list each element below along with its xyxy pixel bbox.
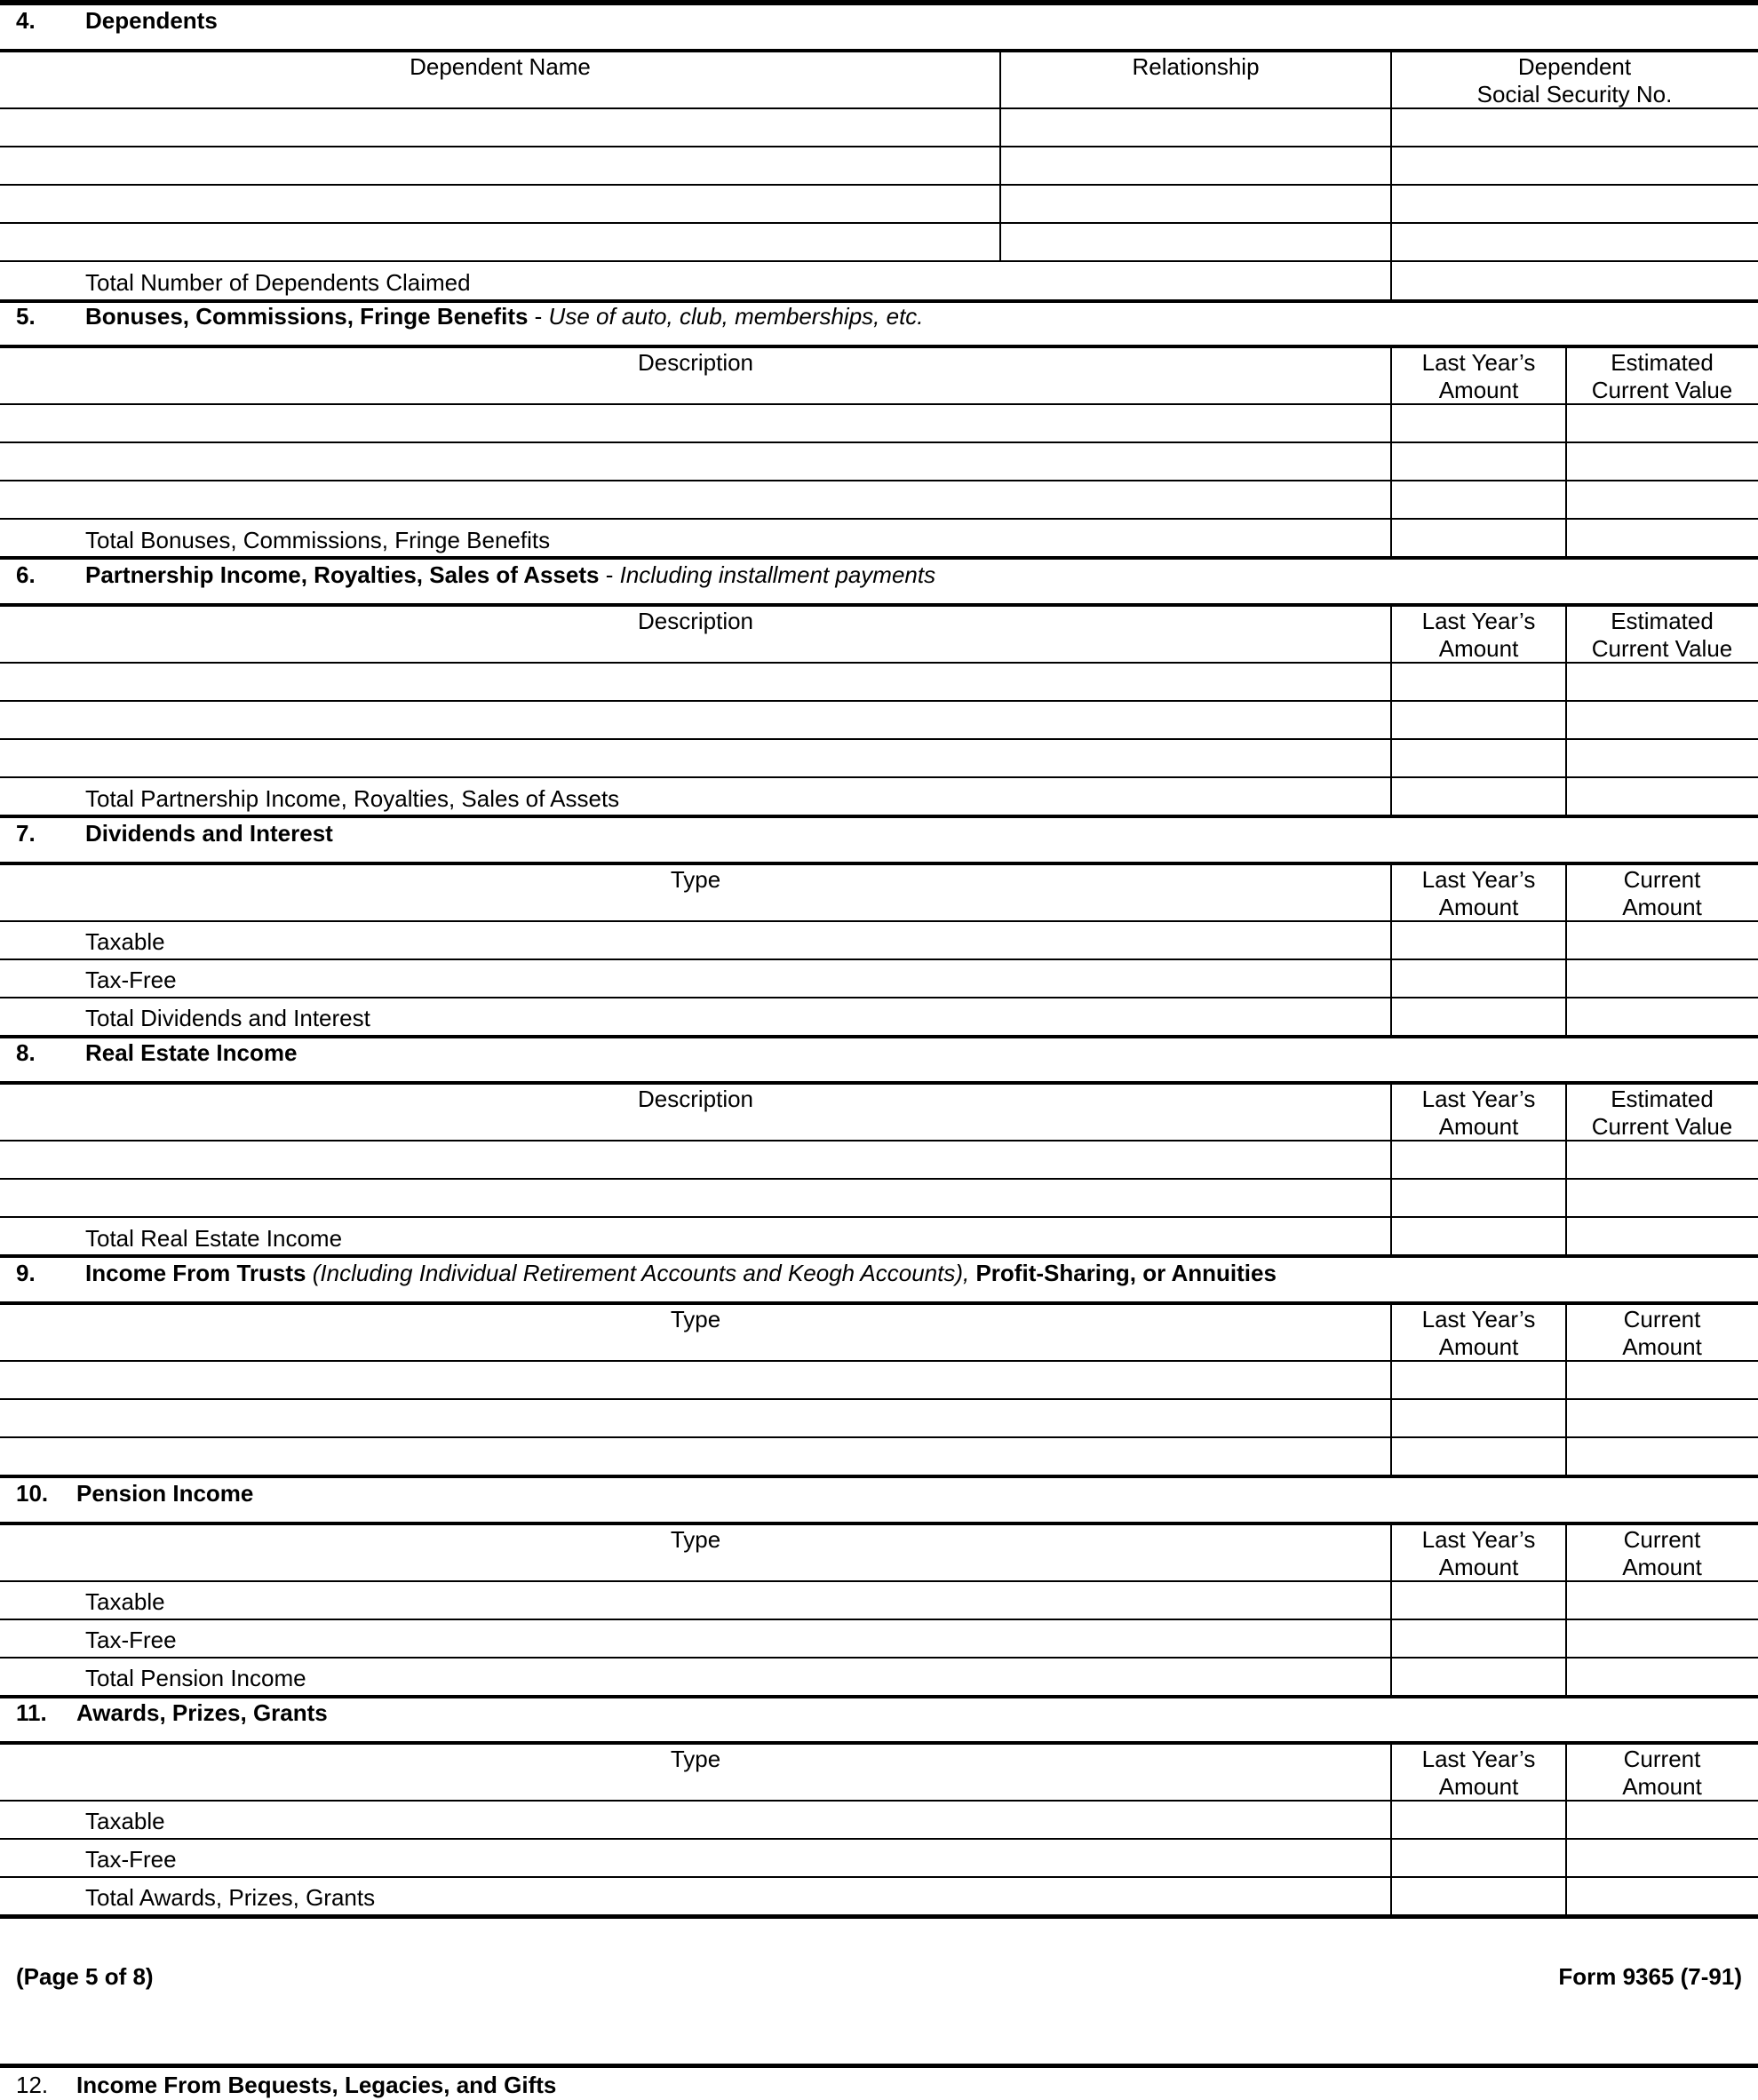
column-divider [1565,1083,1567,1254]
rule [0,345,1758,348]
total-label: Total Awards, Prizes, Grants [85,1884,376,1911]
row-label-taxable: Taxable [85,928,165,955]
column-divider [1565,1523,1567,1695]
rule [0,1695,1758,1698]
column-header-dependent-name: Dependent Name [410,53,591,80]
row-label-taxable: Taxable [85,1808,165,1834]
form-number: Form 9365 (7-91) [1558,1963,1742,1990]
column-header-type: Type [670,866,721,893]
column-header-relationship: Relationship [1132,53,1260,80]
rule [0,920,1758,922]
section-number: 5. [16,303,36,330]
rule [0,959,1758,960]
column-header-last-year: Amount [1438,377,1519,403]
column-header-type: Type [670,1306,721,1332]
column-header-current: Current [1623,1526,1701,1553]
column-divider [1390,863,1392,1035]
rule [0,700,1758,702]
column-header-last-year: Last Year’s [1421,1526,1536,1553]
section-number: 12. [16,2072,49,2098]
rule [0,1876,1758,1878]
rule [0,738,1758,740]
section-number: 10. [16,1480,49,1507]
section-number: 7. [16,820,36,847]
row-label-tax-free: Tax-Free [85,1846,177,1873]
section-number: 6. [16,561,36,588]
section-title: Income From Bequests, Legacies, and Gifts [76,2072,557,2098]
section-title: Awards, Prizes, Grants [76,1699,328,1726]
rule [0,441,1758,443]
section-title: Real Estate Income [85,1039,298,1066]
column-divider [1565,863,1567,1035]
rule [0,403,1758,405]
column-divider [1390,1083,1392,1254]
rule [0,1360,1758,1362]
rule [0,1522,1758,1525]
column-header-description: Description [637,349,754,376]
rule [0,1436,1758,1438]
rule [0,815,1758,818]
rule [0,1398,1758,1400]
column-header-current: Amount [1622,894,1702,920]
rule [0,662,1758,664]
rule [0,862,1758,865]
total-label: Total Dividends and Interest [85,1005,370,1031]
section-title: Dependents [85,7,218,34]
column-header-current: Current [1623,1746,1701,1772]
column-header-current: Current Value [1591,377,1733,403]
column-header-ssn: Social Security No. [1476,81,1673,107]
section-number: 8. [16,1039,36,1066]
column-header-description: Description [637,608,754,634]
rule [0,49,1758,52]
column-header-type: Type [670,1746,721,1772]
column-divider [1565,1743,1567,1915]
column-divider [1390,1303,1392,1475]
total-label: Total Real Estate Income [85,1225,343,1252]
column-divider [1565,346,1567,556]
rule [0,2064,1758,2068]
rule [0,1741,1758,1745]
column-header-current: Current Value [1591,1113,1733,1140]
column-header-last-year: Amount [1438,1554,1519,1580]
column-header-current: Estimated [1611,1086,1714,1112]
section-number: 9. [16,1260,36,1286]
column-header-current: Current [1623,866,1701,893]
row-label-tax-free: Tax-Free [85,966,177,993]
rule [0,107,1758,109]
section-title: Pension Income [76,1480,254,1507]
rule [0,556,1758,560]
column-divider [1390,605,1392,815]
total-label: Total Partnership Income, Royalties, Sales of Assets [85,785,620,812]
rule [0,1800,1758,1802]
rule [0,603,1758,607]
column-header-last-year: Last Year’s [1421,1746,1536,1772]
section-title: Income From Trusts (Including Individual Retirement Accounts and Keogh Accounts), Profit-Sharing, or Annuities [85,1260,1277,1286]
column-divider [1565,1303,1567,1475]
rule [0,1035,1758,1038]
rule [0,1140,1758,1141]
rule [0,1619,1758,1620]
column-header-last-year: Last Year’s [1421,608,1536,634]
column-header-last-year: Last Year’s [1421,349,1536,376]
column-header-last-year: Last Year’s [1421,866,1536,893]
column-header-last-year: Last Year’s [1421,1306,1536,1332]
rule [0,518,1758,520]
column-header-current: Amount [1622,1333,1702,1360]
rule [0,222,1758,224]
row-label-tax-free: Tax-Free [85,1627,177,1653]
rule [0,1081,1758,1085]
rule [0,1301,1758,1305]
column-header-current: Current [1623,1306,1701,1332]
top-rule [0,0,1758,5]
column-header-current: Amount [1622,1773,1702,1800]
column-divider [1390,1523,1392,1695]
rule [0,1475,1758,1478]
rule [0,1580,1758,1582]
section-number: 11. [16,1699,47,1726]
column-header-current: Estimated [1611,349,1714,376]
total-dependents-field[interactable] [1392,262,1758,299]
total-label: Total Bonuses, Commissions, Fringe Benefits [85,527,551,553]
column-divider [1390,1743,1392,1915]
total-label: Total Number of Dependents Claimed [85,269,471,296]
column-divider [1390,346,1392,556]
total-label: Total Pension Income [85,1665,306,1691]
rule [0,1178,1758,1180]
column-header-last-year: Amount [1438,1773,1519,1800]
column-divider [999,51,1001,262]
section-title: Partnership Income, Royalties, Sales of Assets - Including installment payments [85,561,936,588]
column-header-current: Current Value [1591,635,1733,662]
column-header-current: Amount [1622,1554,1702,1580]
column-header-type: Type [670,1526,721,1553]
rule [0,480,1758,481]
rule [0,776,1758,778]
column-header-ssn: Dependent [1517,53,1632,80]
column-header-description: Description [637,1086,754,1112]
page-number: (Page 5 of 8) [16,1963,154,1990]
rule [0,146,1758,147]
rule [0,997,1758,998]
rule [0,184,1758,186]
column-header-last-year: Amount [1438,1333,1519,1360]
column-header-last-year: Amount [1438,894,1519,920]
rule [0,1254,1758,1258]
section-title: Bonuses, Commissions, Fringe Benefits - Use of auto, club, memberships, etc. [85,303,924,330]
column-header-last-year: Amount [1438,635,1519,662]
rule [0,1216,1758,1218]
rule [0,1838,1758,1840]
row-label-taxable: Taxable [85,1588,165,1615]
column-divider [1565,605,1567,815]
rule [0,1914,1758,1919]
column-header-last-year: Last Year’s [1421,1086,1536,1112]
column-header-last-year: Amount [1438,1113,1519,1140]
rule [0,1657,1758,1659]
column-header-current: Estimated [1611,608,1714,634]
section-title: Dividends and Interest [85,820,333,847]
section-number: 4. [16,7,36,34]
